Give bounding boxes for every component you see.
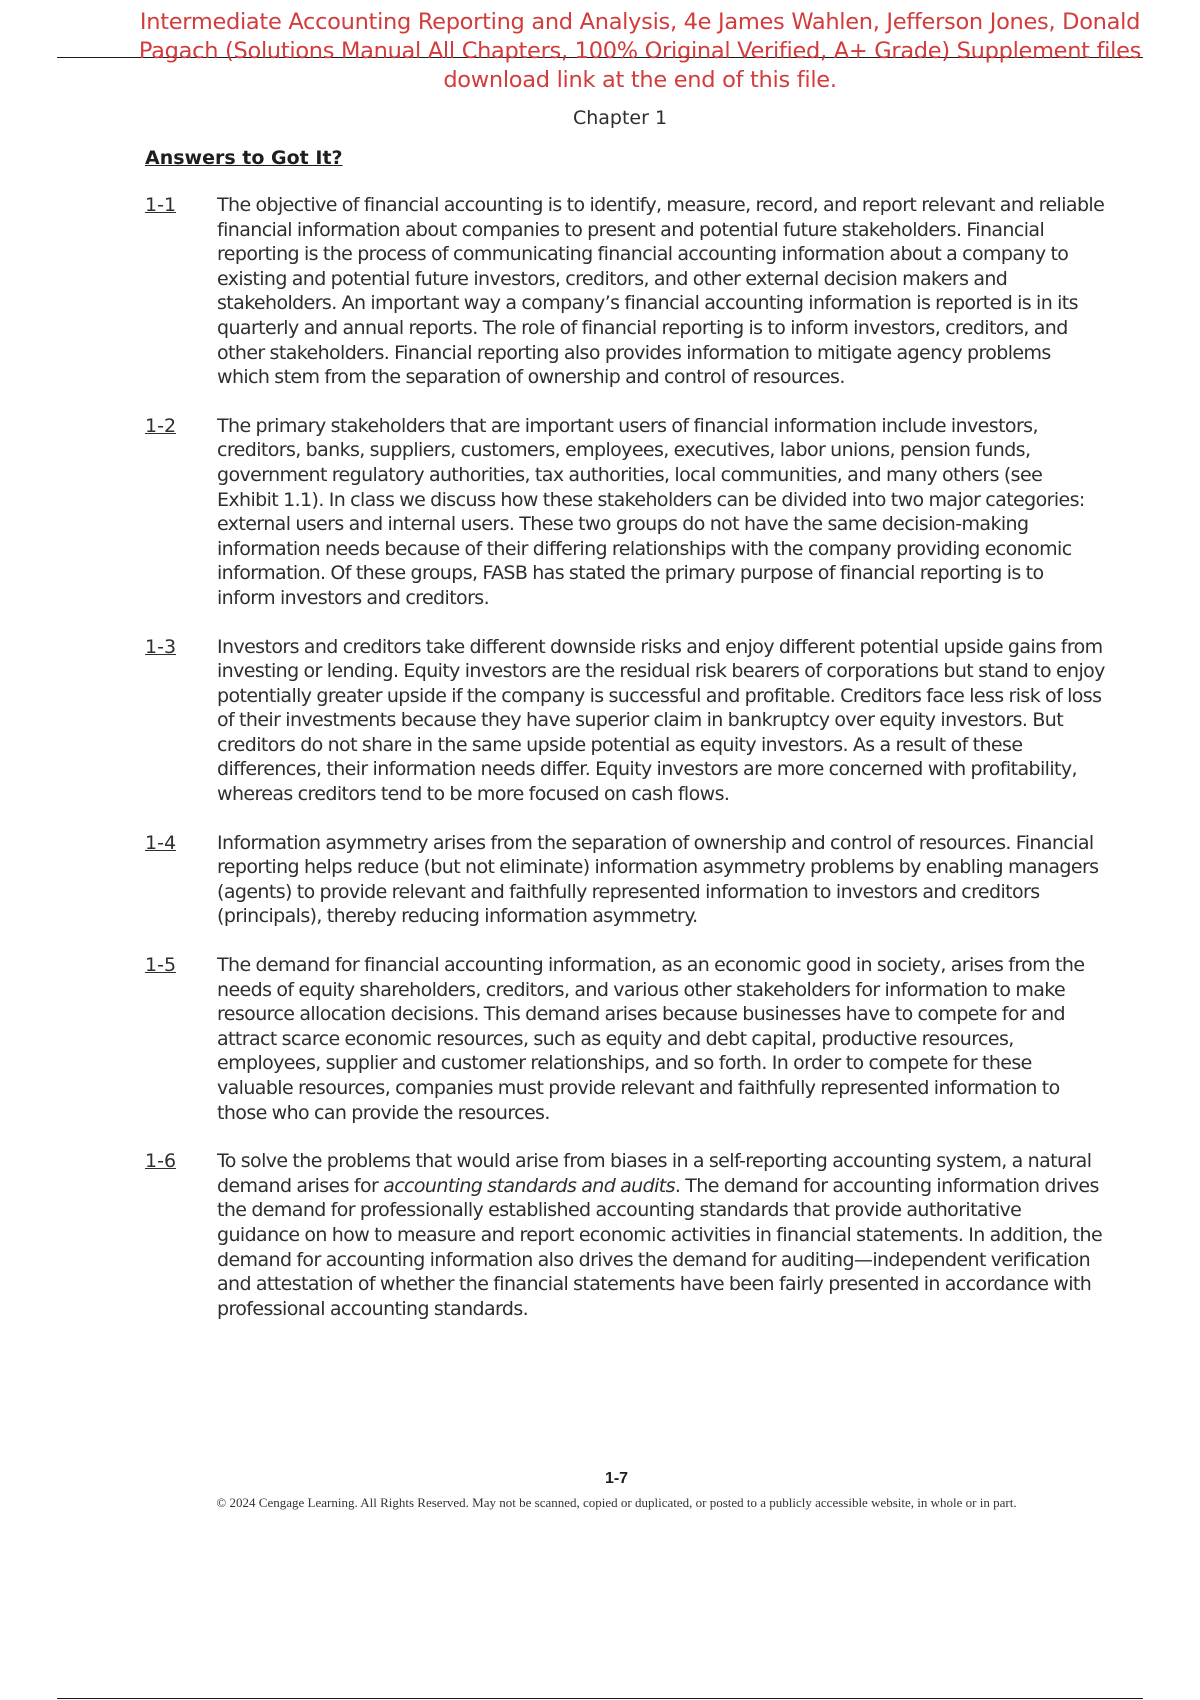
answer-number: 1-2 <box>145 414 177 437</box>
answer-text: The primary stakeholders that are important users of financial information include investors, creditors, banks, suppliers, customers, employees, executives, labor unions, pension funds, government regulatory authorities, tax authorities, local communities, and many others (see Exhibit 1.1). In class we discuss how these stakeholders can be divided into two major categories: external users and internal users. These two groups do not have the same decision-making information needs because of their differing relationships with the company providing economic information. Of these groups, FASB has stated the primary purpose of financial reporting is to inform investors and creditors. <box>217 414 1085 609</box>
download-banner <box>60 8 1200 95</box>
answer-text-part: To solve the problems that would arise from biases in a self-reporting accounting system, a natural demand arises for <box>217 1150 1092 1197</box>
answer-text-part: . The demand for accounting information drives the demand for professionally established accounting standards that provide authoritative guidance on how to measure and report economic activities in financial statements. In addition, the demand for accounting information also drives the demand for auditing—independent verification and attestation of whether the financial statements have been fairly presented in accordance with professional accounting standards. <box>217 1174 1103 1320</box>
banner-line-1: Intermediate Accounting Reporting and Analysis, 4e James Wahlen, Jefferson Jones, Donald <box>139 9 1141 35</box>
answer-item <box>145 831 1105 929</box>
answer-number: 1-4 <box>145 831 177 854</box>
answer-text: Investors and creditors take different downside risks and enjoy different potential upside gains from investing or lending. Equity investors are the residual risk bearers of corporations but stand to enjoy potentially greater upside if the company is successful and profitable. Creditors face less risk of loss of their investments because they have superior claim in bankruptcy over equity investors. But creditors do not share in the same upside potential as equity investors. As a result of these differences, their information needs differ. Equity investors are more concerned with profitability, whereas creditors tend to be more focused on cash flows. <box>217 635 1105 806</box>
answer-text: Information asymmetry arises from the separation of ownership and control of resources. Financial reporting helps reduce (but not eliminate) information asymmetry problems by enabling managers (agents) to provide relevant and faithfully represented information to investors and creditors (principals), thereby reducing information asymmetry. <box>217 831 1099 928</box>
answer-number: 1-5 <box>145 954 177 977</box>
answer-item <box>145 193 1105 390</box>
chapter-title: Chapter 1 <box>572 107 668 129</box>
footer-rule <box>57 1698 1143 1699</box>
answer-number: 1-3 <box>145 635 177 658</box>
section-heading: Answers to Got It? <box>145 147 343 169</box>
answer-text-emphasis: accounting standards and audits <box>383 1174 675 1197</box>
answer-item <box>145 414 1105 611</box>
answer-text <box>217 1149 1105 1321</box>
banner-line-3: download link at the end of this file. <box>443 67 837 93</box>
page-number: 1-7 <box>604 1470 629 1487</box>
banner-line-2: Pagach (Solutions Manual All Chapters, 100% Original Verified, A+ Grade) Supplement files <box>138 38 1142 64</box>
answer-text: The objective of financial accounting is to identify, measure, record, and report relevant and reliable financial information about companies to present and potential future stakeholders. Financial reporting is the process of communicating financial accounting information about a company to existing and potential future investors, creditors, and other external decision makers and stakeholders. An important way a company’s financial accounting information is reported is in its quarterly and annual reports. The role of financial reporting is to inform investors, creditors, and other stakeholders. Financial reporting also provides information to mitigate agency problems which stem from the separation of ownership and control of resources. <box>217 194 1105 389</box>
answer-number: 1-1 <box>145 194 177 216</box>
answer-item <box>145 635 1105 807</box>
answer-number: 1-6 <box>145 1150 177 1173</box>
answer-item <box>145 953 1105 1125</box>
answers-list <box>145 193 1105 1345</box>
answer-item <box>145 1149 1105 1321</box>
copyright-notice: © 2024 Cengage Learning. All Rights Reserved. May not be scanned, copied or duplicated, or posted to a publicly accessible website, in whole or in part. <box>216 1495 1017 1510</box>
answer-text: The demand for financial accounting information, as an economic good in society, arises from the needs of equity shareholders, creditors, and various other stakeholders for information to make resource allocation decisions. This demand arises because businesses have to compete for and attract scarce economic resources, such as equity and debt capital, productive resources, employees, supplier and customer relationships, and so forth. In order to compete for these valuable resources, companies must provide relevant and faithfully represented information to those who can provide the resources. <box>217 954 1085 1124</box>
